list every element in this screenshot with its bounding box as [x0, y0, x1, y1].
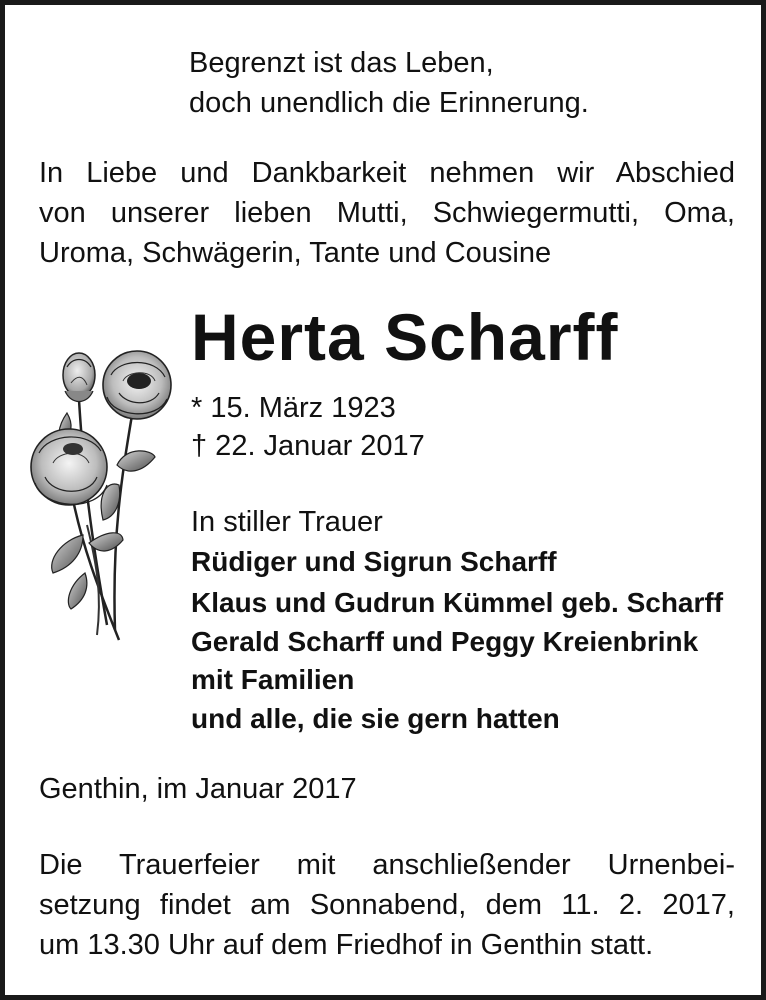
ceremony-line-1: Die Trauerfeier mit anschließender Urnenbei- — [39, 849, 735, 881]
intro-line-2: von unserer lieben Mutti, Schwiegermutti, Oma, — [39, 197, 735, 229]
poem-line-1: Begrenzt ist das Leben, — [189, 47, 494, 79]
ceremony-line-3: um 13.30 Uhr auf dem Friedhof in Genthin statt. — [39, 929, 654, 961]
mourner-3: Gerald Scharff und Peggy Kreienbrink — [191, 626, 699, 657]
place-date: Genthin, im Januar 2017 — [39, 773, 357, 805]
mourner-5: und alle, die sie gern hatten — [191, 703, 560, 734]
intro-line-1: In Liebe und Dankbarkeit nehmen wir Abschied — [39, 157, 735, 189]
mourner-1: Rüdiger und Sigrun Scharff — [191, 546, 557, 577]
intro-line-3: Uroma, Schwägerin, Tante und Cousine — [39, 237, 552, 269]
death-date: † 22. Januar 2017 — [191, 430, 425, 462]
mourners-heading: In stiller Trauer — [191, 506, 383, 538]
mourner-2: Klaus und Gudrun Kümmel geb. Scharff — [191, 587, 724, 618]
mourner-4: mit Familien — [191, 664, 355, 695]
ceremony-line-2: setzung findet am Sonnabend, dem 11. 2. 2017, — [39, 889, 735, 921]
poem-line-2: doch unendlich die Erinnerung. — [189, 87, 589, 119]
birth-date: * 15. März 1923 — [191, 392, 396, 424]
deceased-name: Herta Scharff — [191, 300, 619, 374]
roses-icon — [27, 345, 177, 645]
